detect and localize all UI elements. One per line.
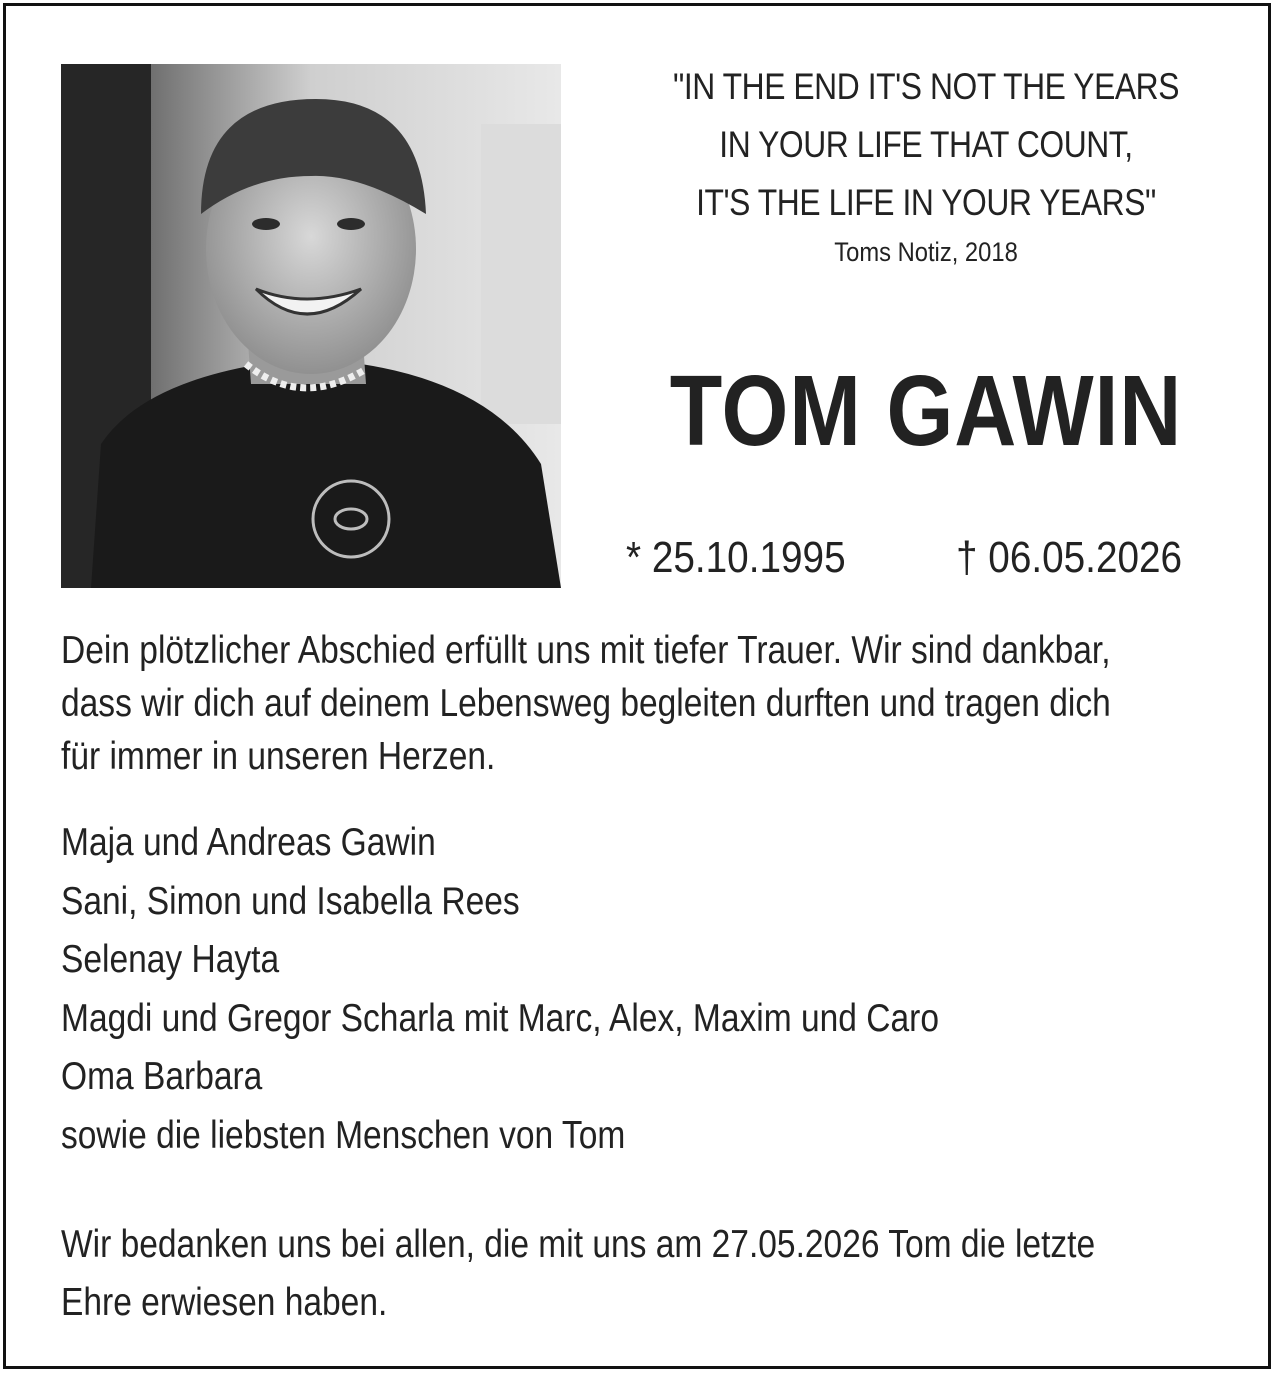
birth-date: * 25.10.1995	[626, 533, 846, 582]
message-line: für immer in unseren Herzen.	[61, 735, 496, 778]
mourner-entry: Selenay Hayta	[61, 938, 280, 981]
mourner-entry: Oma Barbara	[61, 1055, 263, 1098]
message-line: dass wir dich auf deinem Lebensweg begleiten durften und tragen dich	[61, 682, 1111, 725]
quote-line: "IN THE END IT'S NOT THE YEARS	[672, 66, 1180, 107]
mourner-entry: Sani, Simon und Isabella Rees	[61, 879, 520, 923]
quote-source: Toms Notiz, 2018	[834, 237, 1018, 267]
thanks-line: Wir bedanken uns bei allen, die mit uns am 27.05.2026 Tom die letzte	[61, 1223, 1096, 1266]
quote-line: IT'S THE LIFE IN YOUR YEARS"	[696, 182, 1156, 223]
thanks-note	[61, 1216, 1241, 1332]
message-line: Dein plötzlicher Abschied erfüllt uns mit tiefer Trauer. Wir sind dankbar,	[61, 629, 1111, 672]
quote-line: IN YOUR LIFE THAT COUNT,	[719, 124, 1133, 165]
portrait-photo	[61, 64, 561, 588]
quote-block	[606, 58, 1246, 270]
obituary-frame	[3, 3, 1271, 1369]
death-date: † 06.05.2026	[956, 533, 1183, 582]
thanks-line: Ehre erwiesen haben.	[61, 1281, 388, 1324]
mourner-entry: Maja und Andreas Gawin	[61, 821, 436, 864]
mourners-list	[61, 814, 1241, 1165]
mourner-entry: sowie die liebsten Menschen von Tom	[61, 1113, 626, 1157]
mourner-entry: Magdi und Gregor Scharla mit Marc, Alex, Maxim und Caro	[61, 996, 939, 1040]
condolence-message	[61, 624, 1241, 783]
deceased-name: TOM GAWIN	[669, 355, 1183, 467]
